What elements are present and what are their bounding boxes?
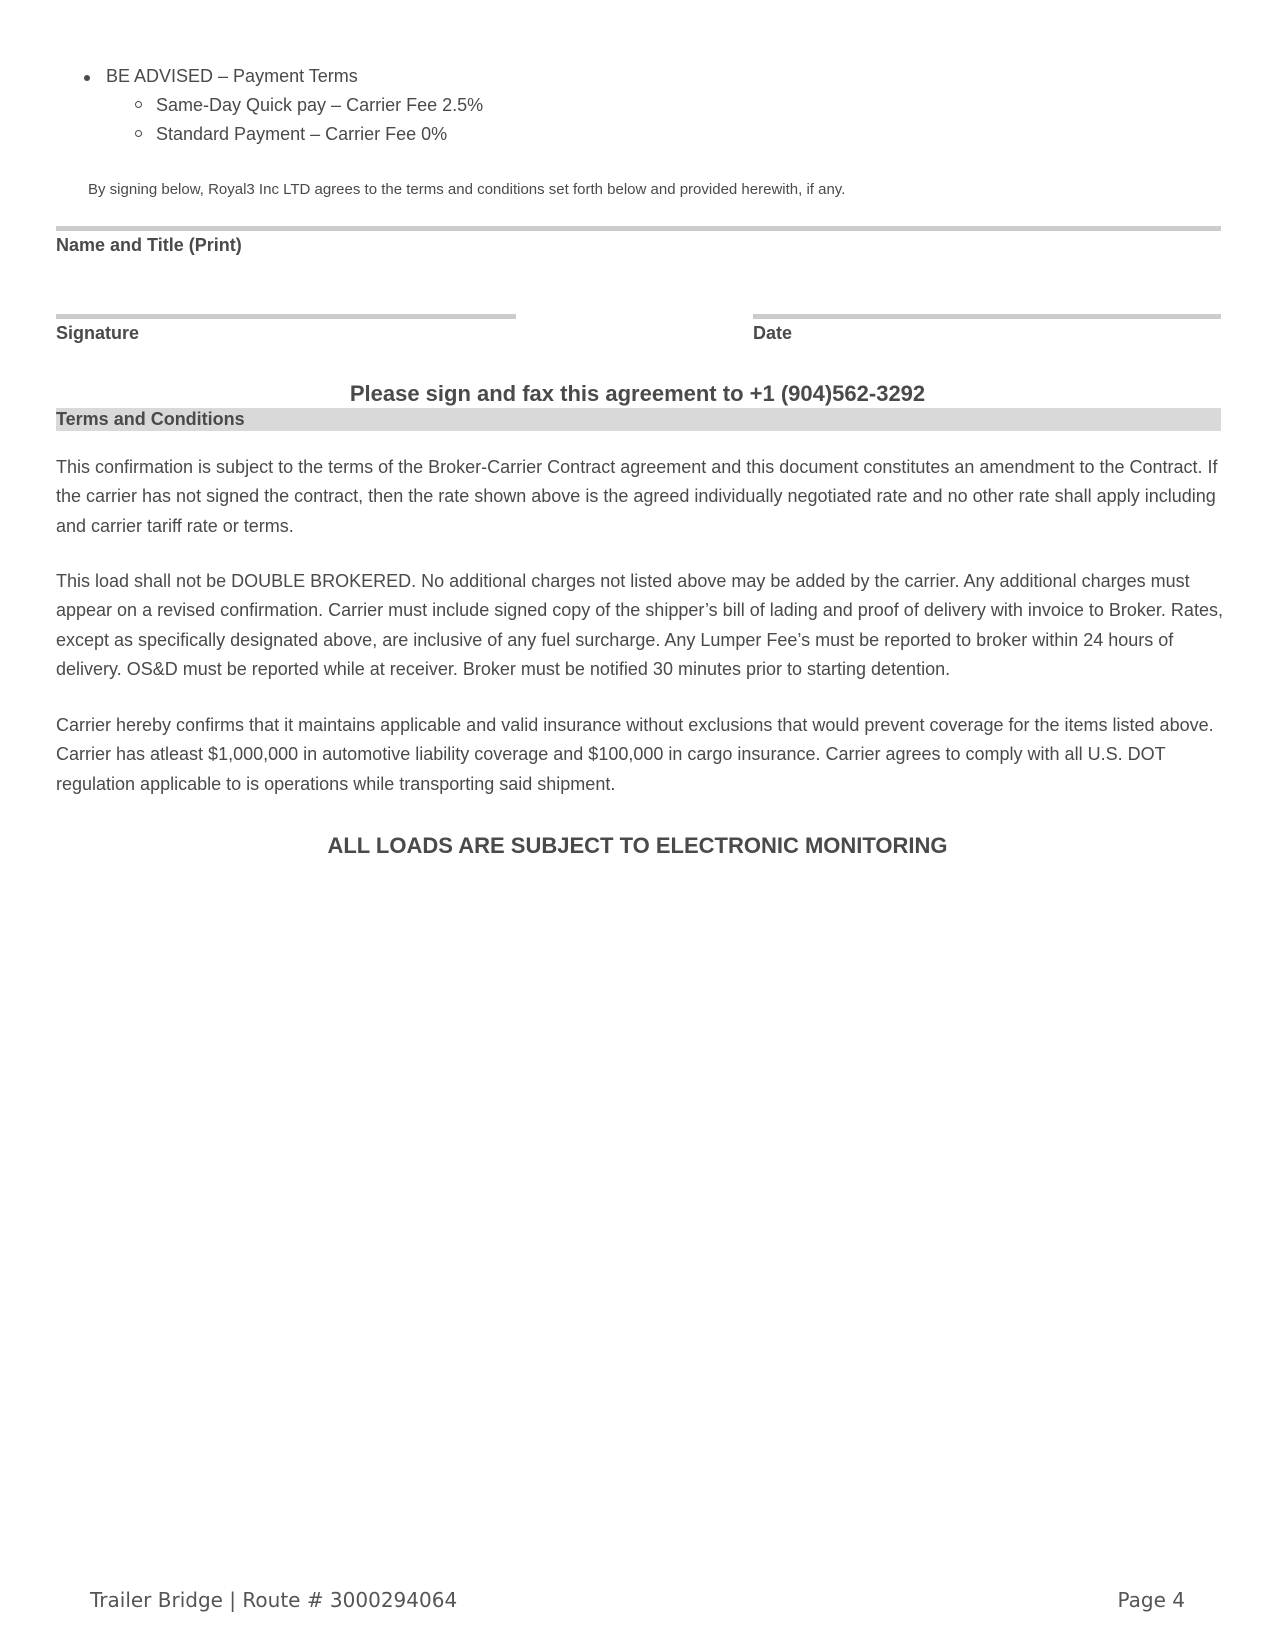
- monitoring-notice: ALL LOADS ARE SUBJECT TO ELECTRONIC MONITORING: [327, 833, 948, 858]
- signature-label: Signature: [56, 323, 140, 343]
- payment-terms-heading: BE ADVISED – Payment Terms: [106, 66, 358, 86]
- date-label: Date: [753, 323, 793, 343]
- name-title-line: [56, 226, 1221, 231]
- name-title-label: Name and Title (Print): [56, 235, 242, 255]
- terms-heading: Terms and Conditions: [56, 409, 245, 429]
- footer-route: Trailer Bridge | Route # 3000294064: [90, 1588, 458, 1612]
- payment-option-standard: Standard Payment – Carrier Fee 0%: [156, 124, 448, 144]
- fax-instruction: Please sign and fax this agreement to +1 (904)562-3292: [349, 381, 926, 406]
- date-line: [753, 314, 1221, 319]
- terms-paragraph-insurance: Carrier hereby confirms that it maintains applicable and valid insurance without exclusions that would prevent coverage for the items listed above. Carrier has atleast $1,000,000 in automotive liability coverage and $100,000 in cargo insurance. Carrier agrees to comply with all U.S. DOT regulation applicable to is operations while transporting said shipment.: [56, 715, 1214, 794]
- terms-heading-bar: [56, 408, 1221, 431]
- terms-paragraph-contract: This confirmation is subject to the terms of the Broker-Carrier Contract agreement and this document constitutes an amendment to the Contract. If the carrier has not signed the contract, then the rate shown above is the agreed individually negotiated rate and no other rate shall apply including and carrier tariff rate or terms.: [56, 457, 1218, 536]
- signing-note: By signing below, Royal3 Inc LTD agrees to the terms and conditions set forth below and provided herewith, if any.: [88, 181, 846, 198]
- terms-paragraph-brokering: This load shall not be DOUBLE BROKERED. No additional charges not listed above may be added by the carrier. Any additional charges must appear on a revised confirmation. Carrier must include signed copy of the shipper’s bill of lading and proof of delivery with invoice to Broker. Rates, except as specifically designated above, are inclusive of any fuel surcharge. Any Lumper Fee’s must be reported to broker within 24 hours of delivery. OS&D must be reported while at receiver. Broker must be notified 30 minutes prior to starting detention.: [56, 571, 1223, 680]
- payment-option-quickpay: Same-Day Quick pay – Carrier Fee 2.5%: [156, 95, 484, 115]
- footer-page-number: Page 4: [1117, 1588, 1185, 1612]
- signature-line: [56, 314, 516, 319]
